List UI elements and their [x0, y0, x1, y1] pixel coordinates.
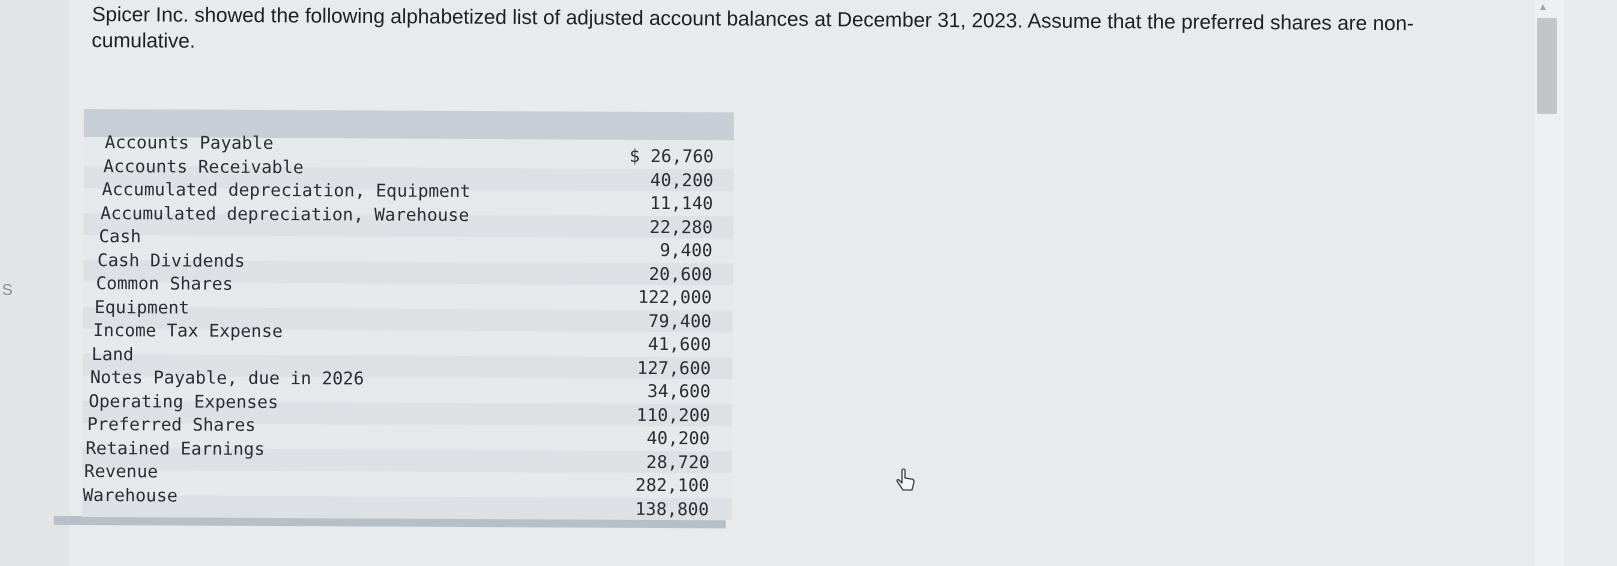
account-amount: 40,200	[650, 170, 714, 191]
account-name: Income Tax Expense	[92, 321, 283, 343]
account-name: Equipment	[94, 297, 190, 319]
scrollbar-thumb[interactable]	[1537, 18, 1557, 114]
account-balances-table	[82, 109, 734, 537]
account-name: Common Shares	[95, 274, 233, 295]
account-amount: 110,200	[636, 405, 711, 426]
account-amount: 41,600	[647, 334, 712, 356]
account-amount: 22,280	[649, 217, 713, 238]
account-amount: 34,600	[647, 381, 711, 403]
question-text: Spicer Inc. showed the following alphabetized list of adjusted account balances at December 31, 2023. Assume that the preferred shares are non-cumulative.	[91, 2, 1414, 53]
account-amount: 28,720	[646, 452, 710, 473]
account-amount: 282,100	[635, 475, 710, 497]
account-amount: 79,400	[648, 311, 712, 332]
account-amount: 127,600	[637, 358, 711, 379]
chevron-up-icon[interactable]: ▲	[1538, 2, 1548, 13]
account-name: Revenue	[84, 462, 159, 483]
account-name: Cash	[98, 227, 142, 248]
account-amount: 9,400	[659, 241, 713, 262]
account-amount: 122,000	[637, 287, 712, 309]
account-name: Retained Earnings	[85, 438, 265, 460]
account-name: Accounts Receivable	[103, 156, 304, 178]
account-name: Operating Expenses	[88, 391, 279, 413]
account-name: Accounts Payable	[104, 133, 274, 154]
account-name: Warehouse	[82, 485, 178, 506]
account-amount: $ 26,760	[629, 146, 714, 168]
account-name: Cash Dividends	[97, 250, 246, 272]
left-panel-letter: S	[2, 282, 13, 299]
hand-pointer-icon	[896, 468, 918, 494]
account-amount: 11,140	[649, 193, 714, 215]
account-name: Preferred Shares	[87, 415, 256, 436]
left-panel-strip	[0, 0, 70, 566]
account-name: Accumulated depreciation, Equipment	[101, 180, 471, 203]
account-name: Notes Payable, due in 2026	[90, 368, 365, 390]
account-amount: 20,600	[648, 264, 713, 285]
account-amount: 138,800	[635, 499, 709, 520]
account-name: Land	[91, 344, 134, 365]
account-amount: 40,200	[646, 428, 710, 450]
account-name: Accumulated depreciation, Warehouse	[100, 203, 470, 226]
